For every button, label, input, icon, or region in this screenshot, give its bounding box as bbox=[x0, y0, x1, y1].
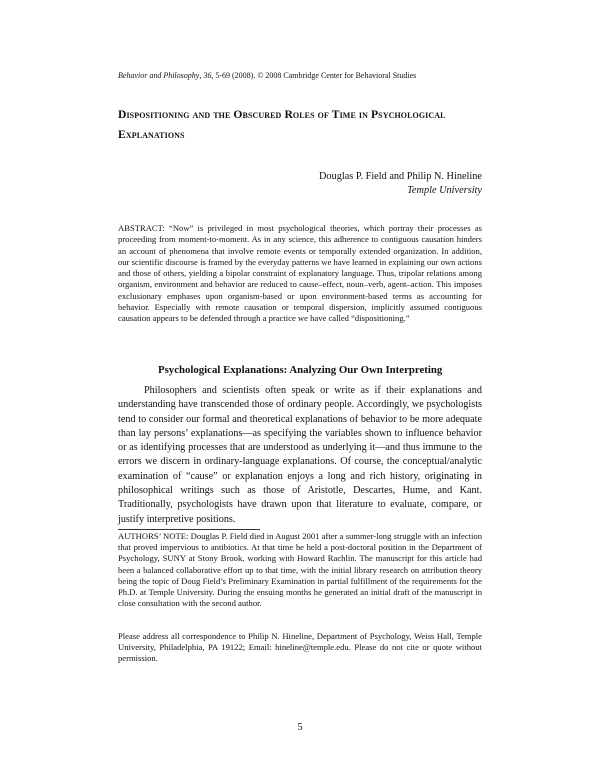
journal-name: Behavior and Philosophy bbox=[118, 71, 200, 80]
page-number: 5 bbox=[297, 722, 303, 733]
citation-details: , 5-69 (2008). © 2008 Cambridge Center for Behavioral Studies bbox=[211, 71, 417, 80]
authors-note-footnote: AUTHORS’ NOTE: Douglas P. Field died in August 2001 after a summer-long struggle with an infection that proved impervious to antibiotics. At that time he held a post-doctoral position in the Department of Psychology, SUNY at Stony Brook, working with Howard Rachlin. The manuscript for this article had been a balanced collaborative effort up to that time, with the initial library research on attribution theory being the topic of Doug Field’s Preliminary Examination in partial fulfillment of the requirements for the Ph.D. at Temple University. During the ensuing months he generated an initial draft of the manuscript in close consultation with the second author. bbox=[118, 531, 482, 609]
abstract: ABSTRACT: “Now” is privileged in most psychological theories, which portray their processes as proceeding from moment-to-moment. As in any science, this adherence to contiguous causation hinders an account of phenomena that involve remote events or temporally extended organization. In addition, our scientific discourse is framed by the everyday patterns we have learned in explaining our own actions and those of others, yielding a bipolar constraint of explanatory language. Thus, tripolar relations among organism, environment and behavior are reduced to cause–effect, noun–verb, agent–action. This imposes exclusionary emphases upon organism-based or upon environment-based terms as accounting for behavior. Especially with remote causation or temporal dispersion, implicitly assumed contiguous causation appears to be defended through a practice we have called “dispositioning.” bbox=[118, 223, 482, 324]
journal-volume: 36 bbox=[203, 71, 212, 80]
article-title: Dispositioning and the Obscured Roles of Time in Psychological Explanations bbox=[118, 108, 446, 141]
section-heading: Psychological Explanations: Analyzing Our Own Interpreting bbox=[158, 364, 443, 376]
body-paragraph: Philosophers and scientists often speak or write as if their explanations and understanding have transcended those of ordinary people. Accordingly, we psychologists tend to consider our formal and theoretical explanations of behavior to be more adequate than lay persons’ explanations—as specifying the variables shown to influence behavior or as identifying processes that are understood as underlying it—and thus immune to the errors we discern in ordinary-language explanations. Of course, the conceptual/analytic examination of “cause” or explanation enjoys a long and rich history, originating in philosophical writings such as those of Aristotle, Descartes, Hume, and Kant. Traditionally, psychologists have drawn upon that literature to evaluate, compare, or justify interpretive positions. bbox=[118, 385, 482, 525]
author-affiliation: Temple University bbox=[407, 185, 482, 196]
author-block bbox=[319, 170, 482, 198]
journal-citation-header: Behavior and Philosophy, 36, 5-69 (2008). © 2008 Cambridge Center for Behavioral Studies bbox=[118, 71, 417, 80]
footnote-divider bbox=[118, 529, 260, 530]
correspondence-footnote: Please address all correspondence to Philip N. Hineline, Department of Psychology, Weiss Hall, Temple University, Philadelphia, PA 19122; Email: hineline@temple.edu. Please do not cite or quote without permission. bbox=[118, 631, 482, 664]
author-names: Douglas P. Field and Philip N. Hineline bbox=[318, 171, 482, 182]
